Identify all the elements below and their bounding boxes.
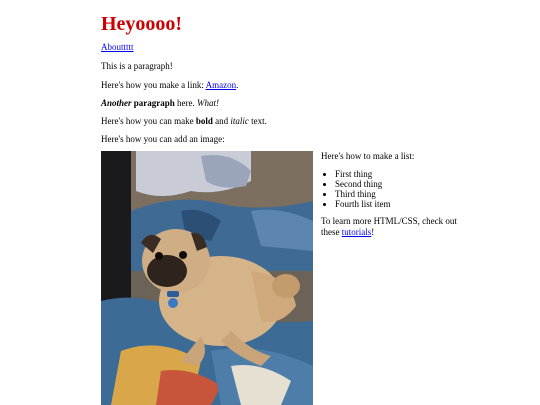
amazon-link[interactable]: Amazon	[205, 80, 237, 90]
here-text: here.	[174, 98, 198, 108]
bold-intro-text: Here's how you can make	[101, 116, 196, 126]
tutorials-link[interactable]: tutorials	[341, 227, 372, 237]
paragraph-word: paragraph	[131, 98, 175, 108]
list-section	[321, 151, 471, 238]
list-item: • Second thing	[335, 179, 471, 189]
list-item: • Fourth list item	[335, 199, 471, 209]
main-content	[101, 0, 521, 237]
list-outro	[321, 216, 471, 238]
list-item: • First thing	[335, 169, 471, 179]
list-item: • Third thing	[335, 189, 471, 199]
paragraph-1: This is a paragraph!	[101, 61, 173, 71]
bullet-list	[321, 169, 471, 209]
paragraph-image-intro: Here's how you can add an image:	[101, 134, 225, 144]
and-text: and	[212, 116, 231, 126]
list-intro: Here's how to make a list:	[321, 151, 415, 161]
what-text: What!	[197, 98, 220, 108]
page-title: Heyoooo!	[101, 13, 183, 35]
paragraph-another	[101, 98, 219, 109]
outro-text: To learn more HTML/CSS, check out these	[321, 216, 457, 237]
outro-suffix: !	[371, 227, 375, 237]
pug-photo	[101, 151, 313, 405]
about-paragraph	[101, 42, 134, 53]
paragraph-bold-italic	[101, 116, 267, 127]
about-link[interactable]: Abouttttt	[101, 42, 134, 52]
text-suffix: text.	[248, 116, 267, 126]
pug-photo-illustration	[101, 151, 313, 405]
link-intro-text: Here's how you make a link:	[101, 80, 206, 90]
bold-text: bold	[195, 116, 213, 126]
paragraph-link	[101, 80, 238, 91]
another-text: Another	[101, 98, 132, 108]
link-suffix-text: .	[236, 80, 239, 90]
italic-text: italic	[230, 116, 249, 126]
